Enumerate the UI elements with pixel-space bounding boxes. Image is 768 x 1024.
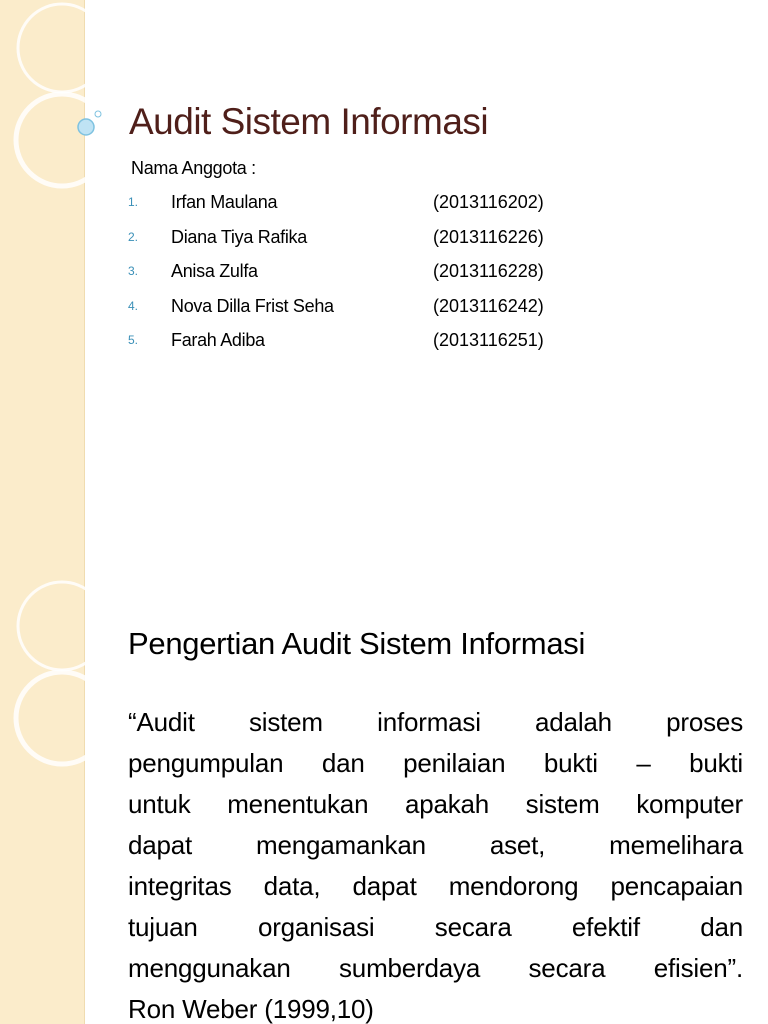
member-name: Nova Dilla Frist Seha: [171, 295, 334, 316]
list-item: [128, 225, 648, 260]
slide-2: [0, 578, 768, 1024]
member-id: (2013116242): [433, 295, 544, 316]
list-number: 4.: [128, 298, 139, 313]
member-name: Anisa Zulfa: [171, 261, 258, 281]
list-item: [128, 294, 648, 329]
member-name: Diana Tiya Rafika: [171, 226, 307, 247]
list-number: 3.: [128, 264, 139, 278]
circles-decoration-icon: [0, 578, 140, 778]
circles-decoration-icon: [0, 0, 140, 200]
member-id: (2013116202): [433, 192, 544, 212]
members-list: [128, 190, 648, 363]
member-id: (2013116226): [433, 226, 544, 247]
quote-line: pengumpulan dan penilaian bukti – bukti: [128, 748, 743, 778]
list-item: [128, 190, 648, 225]
quote-line: “Audit sistem informasi adalah proses: [128, 707, 743, 737]
member-id: (2013116228): [433, 261, 544, 281]
slide-title: Audit Sistem Informasi: [129, 101, 489, 142]
quote-citation: Ron Weber (1999,10): [128, 994, 374, 1024]
definition-quote: [128, 702, 743, 1024]
quote-line: integritas data, dapat mendorong pencapaian: [128, 871, 743, 901]
quote-line: untuk menentukan apakah sistem komputer: [128, 789, 743, 819]
list-item: [128, 328, 648, 363]
member-name: Farah Adiba: [171, 330, 265, 350]
member-id: (2013116251): [433, 330, 544, 350]
quote-line: menggunakan sumberdaya secara efisien”.: [128, 953, 743, 983]
quote-line: dapat mengamankan aset, memelihara: [128, 830, 743, 860]
list-number: 1.: [128, 195, 139, 209]
member-name: Irfan Maulana: [171, 192, 278, 212]
list-number: 2.: [128, 229, 139, 244]
members-heading: Nama Anggota :: [131, 158, 256, 178]
slide-title: Pengertian Audit Sistem Informasi: [128, 626, 586, 661]
list-number: 5.: [128, 333, 139, 347]
quote-line: tujuan organisasi secara efektif dan: [128, 912, 743, 942]
list-item: [128, 259, 648, 294]
